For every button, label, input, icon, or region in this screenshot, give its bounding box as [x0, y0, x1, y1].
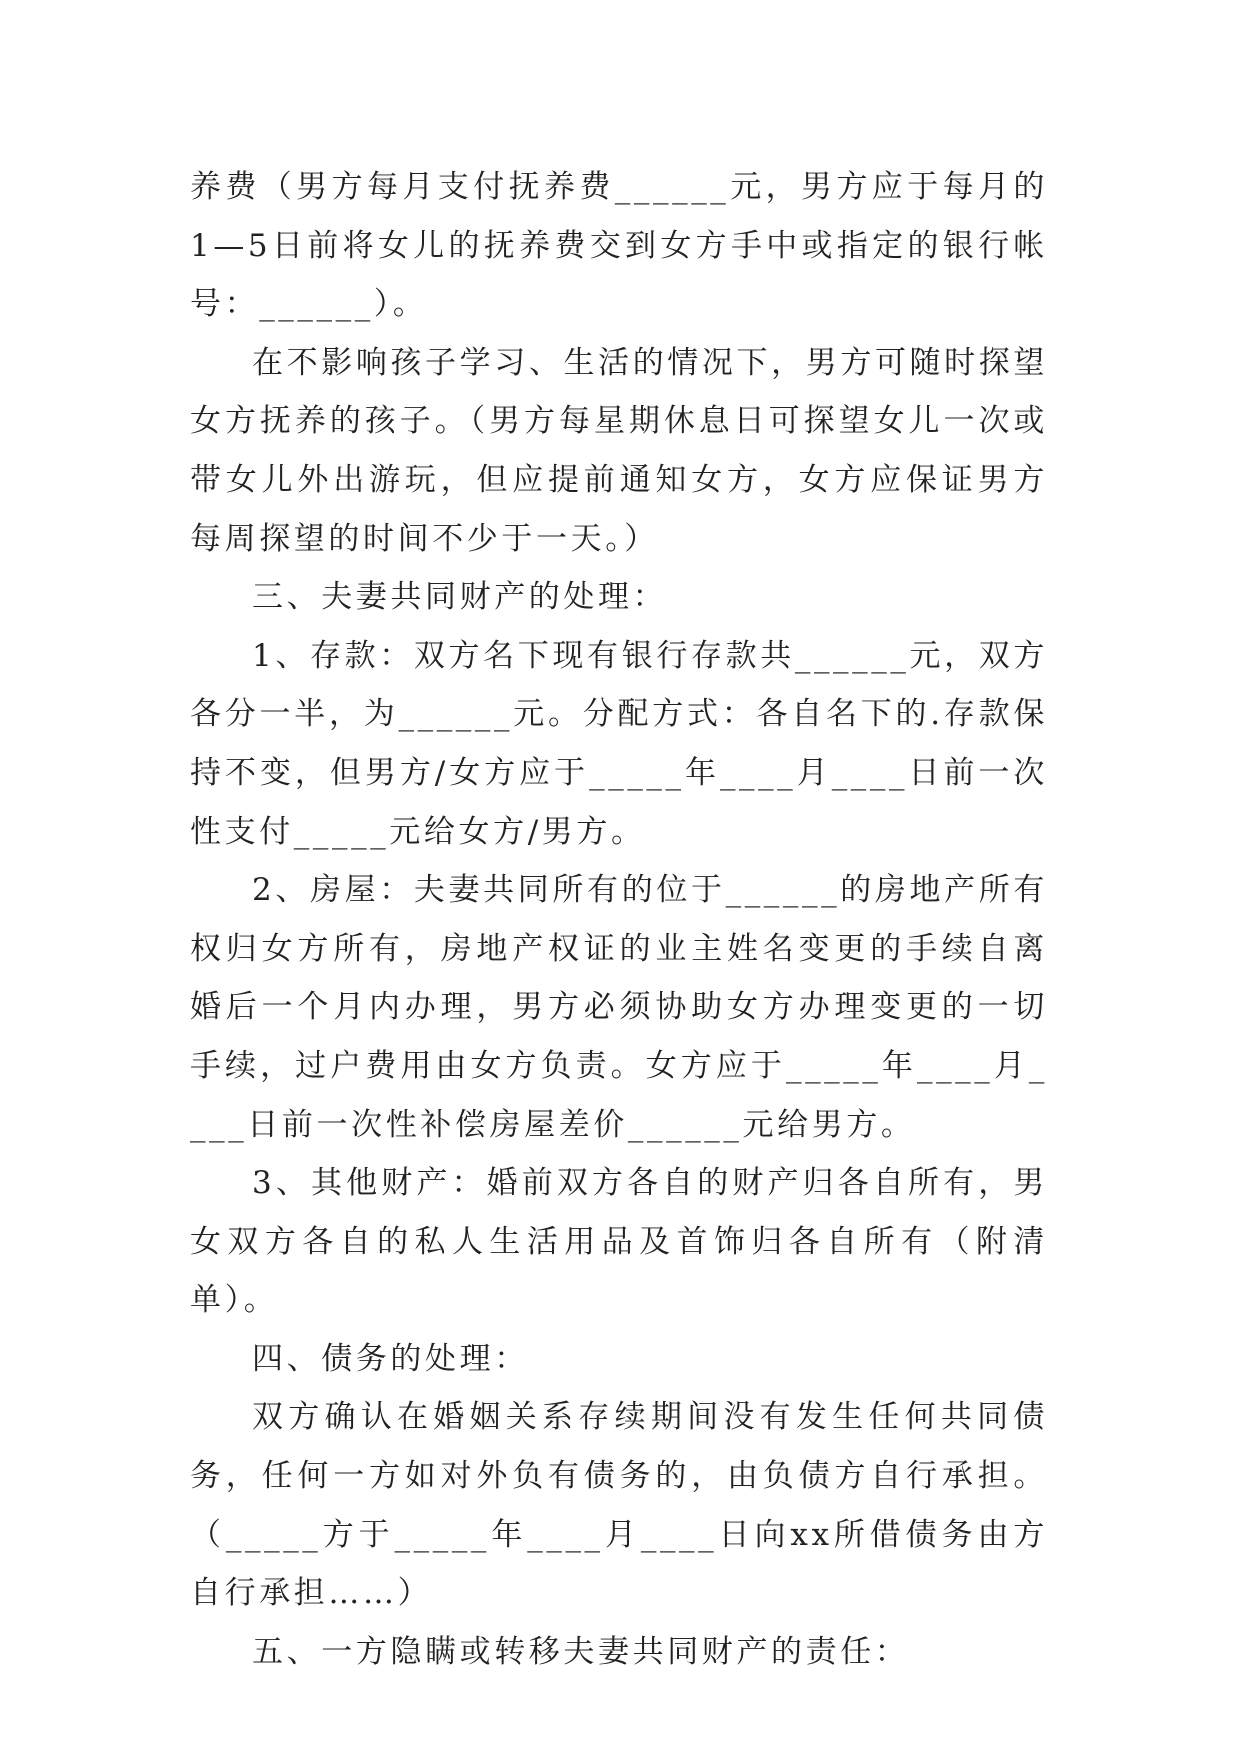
paragraph-house: 2、房屋：夫妻共同所有的位于______的房地产所有权归女方所有，房地产权证的业主姓名变更的手续自离婚后一个月内办理，男方必须协助女方办理变更的一切手续，过户费用由女方负责。女方应于_____年____月____日前一次性补偿房屋差价______元给男方。: [190, 872, 1048, 1143]
paragraph-other-property: 3、其他财产：婚前双方各自的财产归各自所有，男女双方各自的私人生活用品及首饰归各自所有（附清单）。: [190, 1165, 1048, 1319]
paragraph-child-support-payment: 养费（男方每月支付抚养费______元，男方应于每月的1—5日前将女儿的抚养费交到女方手中或指定的银行帐号：______）。: [190, 169, 1048, 323]
paragraph-visitation: 在不影响孩子学习、生活的情况下，男方可随时探望女方抚养的孩子。（男方每星期休息日可探望女儿一次或带女儿外出游玩，但应提前通知女方，女方应保证男方每周探望的时间不少于一天。）: [190, 344, 1048, 557]
paragraph-deposits: 1、存款：双方名下现有银行存款共______元，双方各分一半，为______元。分配方式：各自名下的.存款保持不变，但男方/女方应于_____年____月____日前一次性支付_____元给女方/男方。: [190, 637, 1048, 850]
section-heading-debts: 四、债务的处理：: [252, 1340, 529, 1377]
section-heading-concealed-property: 五、一方隐瞒或转移夫妻共同财产的责任：: [252, 1633, 910, 1670]
section-heading-joint-property: 三、夫妻共同财产的处理：: [252, 579, 668, 616]
document-body: [190, 158, 1048, 1681]
paragraph-debts: 双方确认在婚姻关系存续期间没有发生任何共同债务，任何一方如对外负有债务的，由负债方自行承担。（_____方于_____年____月____日向xx所借债务由方自行承担……）: [190, 1399, 1048, 1612]
